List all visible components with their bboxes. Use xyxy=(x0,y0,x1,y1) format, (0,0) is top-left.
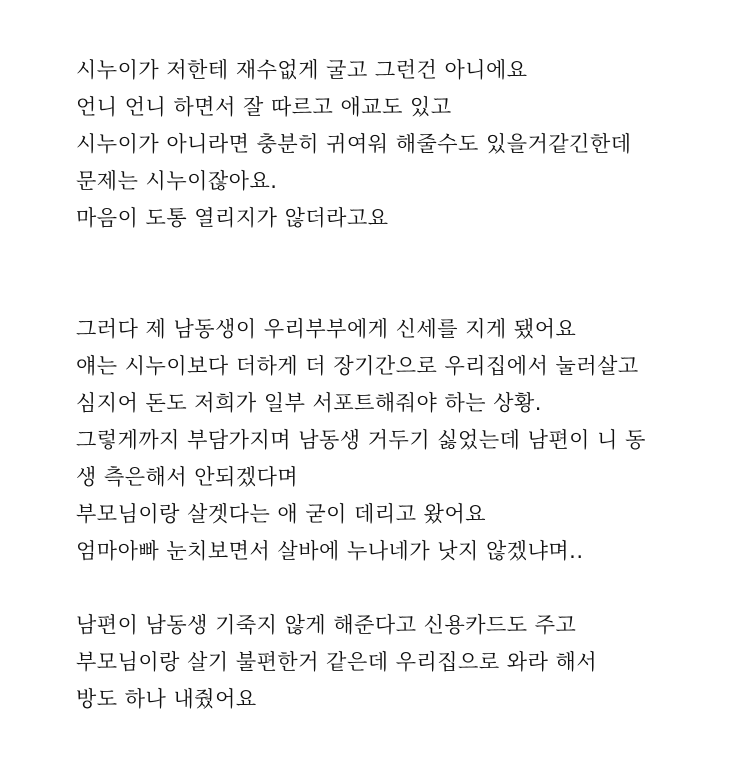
text-line: 남편이 남동생 기죽지 않게 해준다고 신용카드도 주고 xyxy=(76,613,577,637)
text-line: 그렇게까지 부담가지며 남동생 거두기 싫었는데 남편이 니 동 xyxy=(76,428,646,452)
text-line: 얘는 시누이보다 더하게 더 장기간으로 우리집에서 눌러살고 xyxy=(76,354,639,378)
text-line: 방도 하나 내줬어요 xyxy=(76,687,257,711)
text-line: 문제는 시누이잖아요. xyxy=(76,169,278,193)
paragraph-spacer xyxy=(76,274,716,311)
paragraph-spacer xyxy=(76,570,716,607)
paragraph xyxy=(76,607,716,718)
text-line: 심지어 돈도 저희가 일부 서포트해줘야 하는 상황. xyxy=(76,391,542,415)
text-line: 마음이 도통 열리지가 않더라고요 xyxy=(76,206,389,230)
text-line: 언니 언니 하면서 잘 따르고 애교도 있고 xyxy=(76,95,452,119)
paragraph-spacer xyxy=(76,237,716,274)
post-body xyxy=(76,52,716,718)
text-line: 부모님이랑 살기 불편한거 같은데 우리집으로 와라 해서 xyxy=(76,650,598,674)
text-line: 그러다 제 남동생이 우리부부에게 신세를 지게 됐어요 xyxy=(76,317,577,341)
text-line: 시누이가 저한테 재수없게 굴고 그런건 아니에요 xyxy=(76,58,528,82)
text-line: 부모님이랑 살겟다는 애 굳이 데리고 왔어요 xyxy=(76,502,487,526)
paragraph xyxy=(76,311,716,570)
paragraph xyxy=(76,52,716,237)
text-line: 생 측은해서 안되겠다며 xyxy=(76,465,299,489)
text-line: 시누이가 아니라면 충분히 귀여워 해줄수도 있을거같긴한데 xyxy=(76,132,632,156)
text-line: 엄마아빠 눈치보면서 살바에 누나네가 낫지 않겠냐며.. xyxy=(76,539,584,563)
